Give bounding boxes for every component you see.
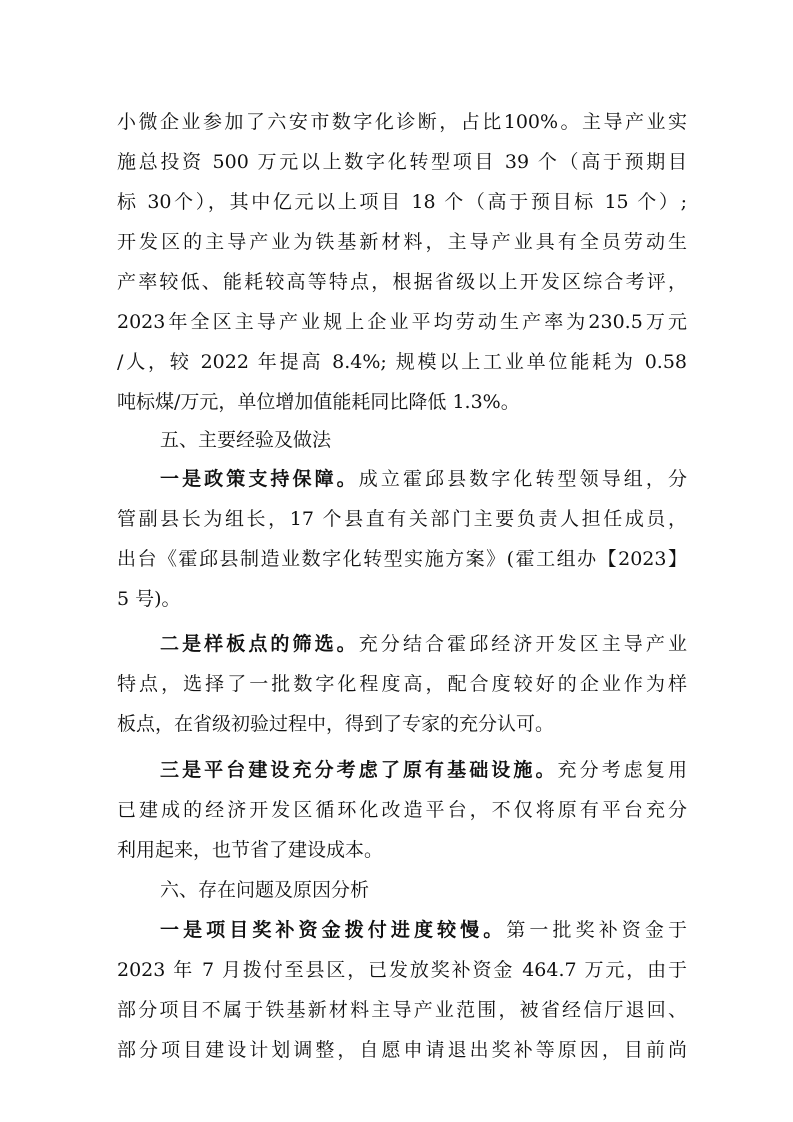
item-text: 充分结合霍邱经济开发区主导产业 [358, 633, 687, 655]
paragraph-line: 特点，选择了一批数字化程度高，配合度较好的企业作为样 [117, 673, 687, 695]
paragraph-line: 管副县长为组长，17 个县直有关部门主要负责人担任成员， [117, 508, 687, 530]
paragraph-line: /人，较 2022 年提高 8.4%; 规模以上工业单位能耗为 0.58 [117, 351, 687, 373]
item-text: 成立霍邱县数字化转型领导组，分 [358, 468, 687, 490]
paragraph-line [160, 758, 687, 782]
paragraph-line: 标 30个），其中亿元以上项目 18 个（高于预目标 15 个）; [117, 191, 687, 213]
paragraph-line [160, 918, 687, 942]
section-heading: 五、主要经验及做法 [160, 429, 332, 451]
paragraph-line: 小微企业参加了六安市数字化诊断，占比100%。主导产业实 [117, 111, 687, 133]
paragraph-line: 施总投资 500 万元以上数字化转型项目 39 个（高于预期目 [117, 151, 687, 173]
paragraph-line: 2023 年 7 月拨付至县区，已发放奖补资金 464.7 万元，由于 [117, 959, 687, 981]
paragraph-line: 5 号)。 [117, 588, 181, 610]
item-lead: 一是政策支持保障。 [160, 468, 359, 490]
paragraph-line: 板点，在省级初验过程中，得到了专家的充分认可。 [117, 713, 555, 735]
item-lead: 三是平台建设充分考虑了原有基础设施。 [160, 759, 558, 781]
paragraph-line: 吨标煤/万元，单位增加值能耗同比降低 1.3%。 [117, 391, 520, 413]
item-lead: 一是项目奖补资金拨付进度较慢。 [160, 919, 507, 941]
paragraph-line: 利用起来，也节省了建设成本。 [117, 839, 384, 861]
paragraph-line: 已建成的经济开发区循环化改造平台，不仅将原有平台充分 [117, 799, 687, 821]
section-heading: 六、存在问题及原因分析 [160, 879, 370, 901]
paragraph-line: 开发区的主导产业为铁基新材料，主导产业具有全员劳动生 [117, 231, 687, 253]
paragraph-line [160, 467, 687, 491]
paragraph-line [160, 632, 687, 656]
paragraph-line: 部分项目建设计划调整，自愿申请退出奖补等原因，目前尚 [117, 1039, 687, 1061]
paragraph-line: 出台《霍邱县制造业数字化转型实施方案》(霍工组办【2023】 [117, 548, 687, 570]
item-text: 第一批奖补资金于 [506, 919, 687, 941]
item-text: 充分考虑复用 [557, 759, 687, 781]
paragraph-line: 部分项目不属于铁基新材料主导产业范围，被省经信厅退回、 [117, 999, 687, 1021]
item-lead: 二是样板点的筛选。 [160, 633, 359, 655]
paragraph-line: 2023年全区主导产业规上企业平均劳动生产率为230.5万元 [117, 311, 687, 333]
paragraph-line: 产率较低、能耗较高等特点，根据省级以上开发区综合考评， [117, 271, 687, 293]
